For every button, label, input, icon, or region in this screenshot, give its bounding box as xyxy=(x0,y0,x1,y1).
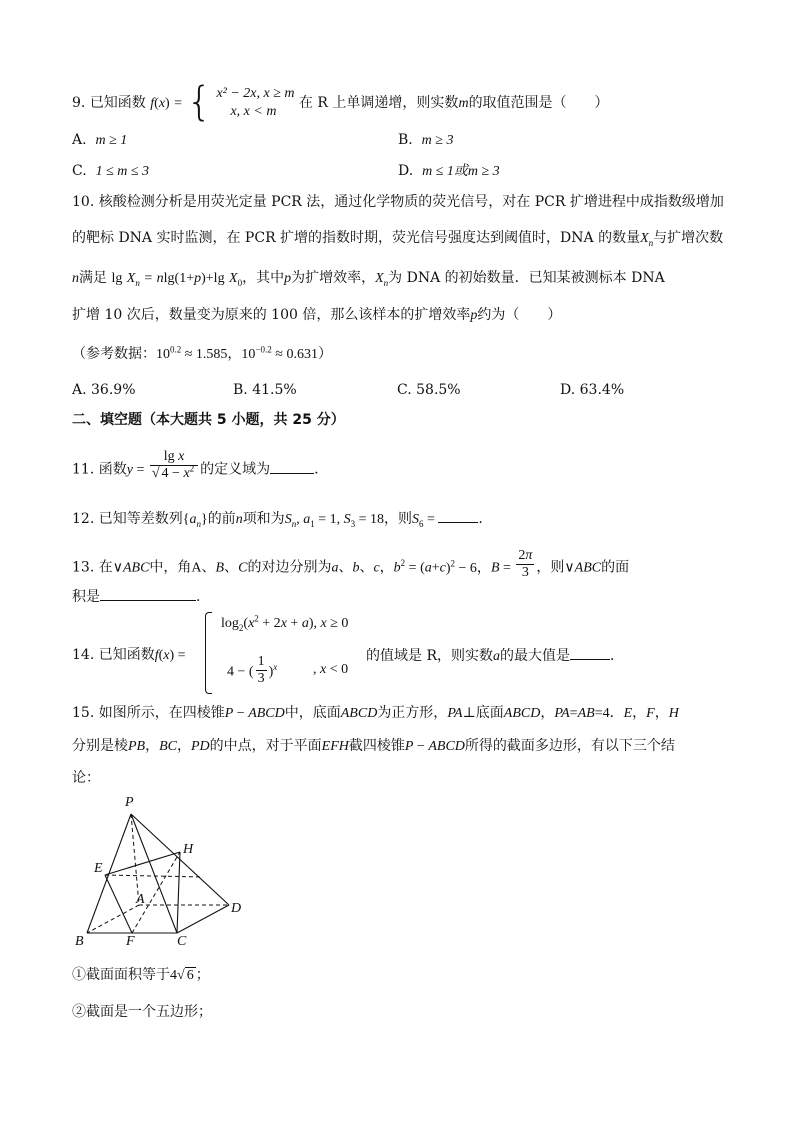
q9-piece-1: x² − 2x, x ≥ m xyxy=(216,86,295,101)
q9-mid: 在 R 上单调递增，则实数 xyxy=(298,95,459,111)
q10-option-c: C. 58.5% xyxy=(397,382,461,398)
q14-stem: 14. 已知函数f(x) = xyxy=(72,647,186,663)
hidden-edge-EH2 xyxy=(105,875,203,877)
q10-line-2: 的靶标 DNA 实时监测，在 PCR 扩增的指数时期，荧光信号强度达到阈值时，DNA 的数量$X_n$与扩增次数 xyxy=(72,230,724,248)
hidden-edge-AB xyxy=(87,905,139,933)
q15-number: 15. xyxy=(72,705,95,721)
q10-line-1: 10. 核酸检测分析是用荧光定量 PCR 法，通过化学物质的荧光信号，对在 PCR 扩增进程中成指数级增加 xyxy=(72,194,724,210)
q12-answer-blank[interactable] xyxy=(438,508,478,523)
q13-number: 13. xyxy=(72,559,95,576)
q10-option-b: B. 41.5% xyxy=(233,382,297,398)
pyramid-figure xyxy=(70,790,270,950)
figure-label-E: E xyxy=(94,861,103,876)
figure-label-A: A xyxy=(136,892,145,907)
q9-piece-2: x, x < m xyxy=(230,104,277,119)
figure-label-H: H xyxy=(183,842,194,857)
figure-label-D: D xyxy=(231,901,242,916)
edge-EF xyxy=(105,875,132,933)
edge-HC xyxy=(177,852,180,933)
q9-option-b: B. m ≥ 3 xyxy=(398,132,454,148)
q15-statement-2: ②截面是一个五边形； xyxy=(72,1004,212,1020)
figure-label-B: B xyxy=(75,934,84,949)
q9-number: 9. xyxy=(72,95,86,111)
q12-stem: 12. 已知等差数列$\{a_n\}$的前n项和为$S_n$, $a_1 = 1$, $S_3 = 18$，则$S_6$ = . xyxy=(72,508,483,530)
q12-number: 12. xyxy=(72,511,95,527)
q9-option-a: A. m ≥ 1 xyxy=(72,132,128,148)
q10-number: 10. xyxy=(72,194,95,210)
q15-line-1: 15. 如图所示，在四棱锥P − ABCD中，底面ABCD为正方形，PA⊥底面ABCD，PA=AB=4．E，F，H xyxy=(72,705,679,721)
q14-stem-tail: 的值域是 R，则实数a的最大值是 ． xyxy=(366,645,624,667)
q9-option-d: D. m ≤ 1或m ≥ 3 xyxy=(398,163,500,179)
q13-answer-blank[interactable] xyxy=(100,586,196,601)
figure-label-C: C xyxy=(177,934,187,949)
edge-PC xyxy=(131,814,177,933)
q15-statement-1: ①截面面积等于4√ 6 ； xyxy=(72,967,210,983)
section-title-fill-in: 二、填空题（本大题共 5 小题，共 25 分） xyxy=(72,412,345,428)
q10-line-3: n满足 $\lg X_n = nlg(1+p)+\lg$ $X_0$，其中p为扩增效率，$X_n$为 DNA 的初始数量．已知某被测标本 DNA xyxy=(72,270,665,288)
figure-label-F: F xyxy=(126,934,135,949)
q10-option-d: D. 63.4% xyxy=(560,382,625,398)
q14-answer-blank[interactable] xyxy=(570,645,610,660)
q13-line-2: 积是 . xyxy=(72,586,200,607)
q14-piecewise: $\log_2(x^2 + 2x + a)$, x ≥ 0 4 − ( $\frac{1}{3}$ )$^x$ , x < 0 xyxy=(205,612,365,694)
q10-option-a: A. 36.9% xyxy=(72,382,136,398)
edge-CD xyxy=(177,905,229,933)
figure-label-P: P xyxy=(125,795,134,810)
q10-reference-data: （参考数据：$10^{0.2} \approx 1.585$，$10^{-0.2} \approx 0.631$） xyxy=(72,344,332,362)
q10-line-4: 扩增 10 次后，数量变为原来的 100 倍，那么该样本的扩增效率p约为（ ） xyxy=(72,307,562,323)
q13-line-1: 13. 在∨ABC中，角A、B、C的对边分别为a、b、c，$b^2 = (a+c)^2 - 6$，B = $\frac{2\pi}{3}$ ，则∨ABC的面 xyxy=(72,548,630,580)
q15-line-2: 分别是棱PB，BC，PD的中点，对于平面EFH截四棱锥P − ABCD所得的截面多边形，有以下三个结 xyxy=(72,738,675,754)
q11-stem: 11. 函数y = $\frac{\text{lg x}}{√ 4 - x^2}$ 的定义域为 . xyxy=(72,449,319,481)
q9-tail: 的取值范围是（ ） xyxy=(468,95,609,111)
q11-answer-blank[interactable] xyxy=(270,459,314,474)
q9-option-c: C. 1 ≤ m ≤ 3 xyxy=(72,163,150,179)
q15-line-3: 论： xyxy=(72,770,100,786)
q9-lead: 已知函数 xyxy=(89,95,146,111)
q9-stem: 9. 已知函数 f(x) = { x² − 2x, x ≥ m x, x < m 在 R 上单调递增，则实数m的取值范围是（ ） xyxy=(72,79,609,125)
q14-number: 14. xyxy=(72,647,95,663)
q11-number: 11. xyxy=(72,461,95,478)
